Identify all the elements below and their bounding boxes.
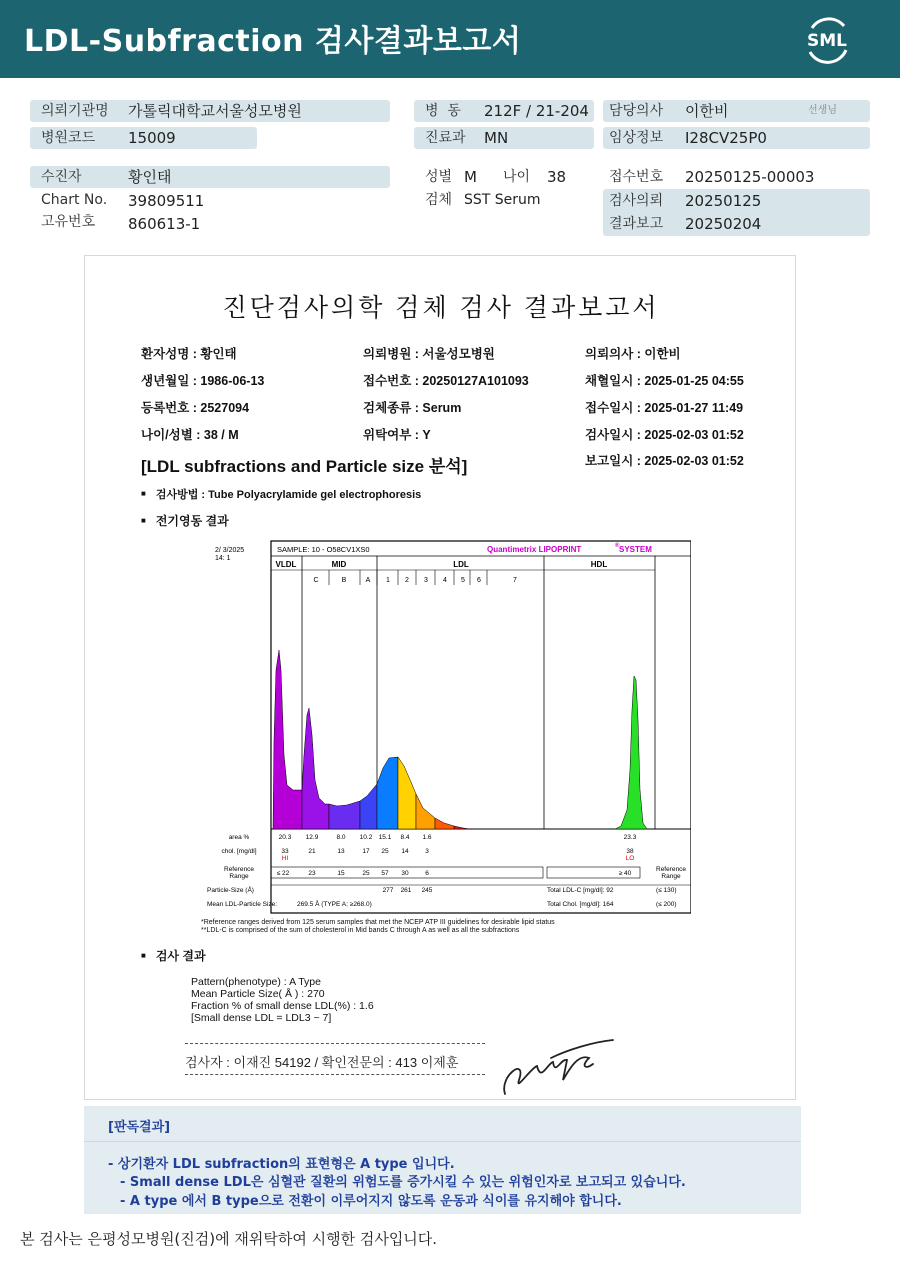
report-field: 검체종류 : Serum <box>363 401 462 415</box>
receipt-label: 접수번호 <box>609 169 664 185</box>
sex-value: M <box>464 168 477 186</box>
band-label-6: 6 <box>477 577 481 584</box>
area-value: 8.4 <box>400 834 410 841</box>
band-label-1: 1 <box>386 577 390 584</box>
doctor-value: 이한비 <box>685 102 729 120</box>
report-field: 위탁여부 : Y <box>363 428 431 442</box>
particle-size-value: 245 <box>421 887 433 894</box>
peak-B <box>329 801 360 829</box>
chol-value: 21 <box>308 848 316 855</box>
result-heading: ■ 검사 결과 <box>141 947 206 964</box>
result-line: [Small dense LDL = LDL3 ~ 7] <box>191 1012 332 1024</box>
result-line: Pattern(phenotype) : A Type <box>191 976 321 988</box>
institution-label: 의뢰기관명 <box>41 103 109 119</box>
band-label-C: C <box>313 577 319 584</box>
report-field: 검사일시 : 2025-02-03 01:52 <box>585 428 744 442</box>
id-value: 860613-1 <box>128 215 201 233</box>
patient-label: 수진자 <box>41 169 82 185</box>
chart-brand-mark: ® <box>615 543 620 549</box>
report-field: 환자성명 : 황인태 <box>141 347 237 361</box>
particle-size-value: 277 <box>382 887 394 894</box>
doctor-suffix: 선생님 <box>808 105 837 116</box>
request-label: 검사의뢰 <box>609 193 664 209</box>
reference-value: 23 <box>308 870 316 877</box>
judgement-line: - A type 에서 B type으로 전환이 이루어지지 않도록 운동과 식이를 유지해야 합니다. <box>120 1194 622 1209</box>
signature-text: 검사자 : 이재진 54192 / 확인전문의 : 413 이제훈 <box>185 1055 459 1070</box>
chart-sample: SAMPLE: 10 - O58CV1XS0 <box>277 545 370 554</box>
total-chol-ref: (≤ 200) <box>656 901 677 908</box>
judgement-line: - 상기환자 LDL subfraction의 표현형은 A type 입니다. <box>108 1157 455 1172</box>
footer-note: 본 검사는 은평성모병원(진검)에 재위탁하여 시행한 검사입니다. <box>20 1230 438 1248</box>
chart-brand-system: SYSTEM <box>619 545 652 554</box>
group-label-mid: MID <box>331 560 347 569</box>
reference-value: 15 <box>337 870 345 877</box>
report-field: 생년월일 : 1986-06-13 <box>141 374 265 388</box>
sml-logo-icon <box>802 14 852 64</box>
report-title: 진단검사의학 검체 검사 결과보고서 <box>222 294 660 322</box>
chol-value: 25 <box>381 848 389 855</box>
chart-brand: Quantimetrix LIPOPRINT <box>487 545 582 554</box>
report-label: 결과보고 <box>609 216 664 232</box>
ward-label: 병 동 <box>425 103 461 119</box>
page-title: LDL-Subfraction 검사결과보고서 <box>24 24 522 59</box>
area-value: 8.0 <box>336 834 346 841</box>
report-document <box>84 255 796 1100</box>
signature-rule-bottom <box>185 1074 485 1075</box>
mean-size-value: 269.5 Å (TYPE A; ≥268.0) <box>297 901 372 908</box>
request-value: 20250125 <box>685 192 762 210</box>
lipoprint-chart <box>201 540 691 915</box>
row-label-particle-size: Particle-Size (Å) <box>207 887 254 894</box>
row-label-chol: chol. [mg/dl] <box>221 848 257 855</box>
total-ldl-ref: (≤ 130) <box>656 887 677 894</box>
area-value: 10.2 <box>359 834 373 841</box>
ward-value: 212F / 21-204 <box>484 102 589 120</box>
chart-time: 14: 1 <box>215 555 231 562</box>
hospital-code-value: 15009 <box>128 129 176 147</box>
chol-value: 17 <box>362 848 370 855</box>
band-label-2: 2 <box>405 577 409 584</box>
judgement-line: - Small dense LDL은 심혈관 질환의 위험도를 증가시킬 수 있는 위험인자로 보고되고 있습니다. <box>120 1175 686 1190</box>
signature-rule-top <box>185 1043 485 1044</box>
report-field: 의뢰병원 : 서울성모병원 <box>363 347 495 361</box>
clinical-label: 임상정보 <box>609 130 664 146</box>
reference-value: 6 <box>425 870 429 877</box>
total-ldl-c: Total LDL-C [mg/dl]: 92 <box>547 887 614 894</box>
reference-value: 30 <box>401 870 409 877</box>
row-label-area: area % <box>228 834 250 841</box>
svg-text:SML: SML <box>807 31 847 51</box>
area-value: 20.3 <box>278 834 292 841</box>
hospital-code-label: 병원코드 <box>41 130 96 146</box>
electrophoresis-heading: ■ 전기영동 결과 <box>141 512 229 529</box>
chol-value: 38 <box>626 848 634 855</box>
reference-value: 57 <box>381 870 389 877</box>
band-label-5: 5 <box>461 577 465 584</box>
chart-date: 2/ 3/2025 <box>215 547 245 554</box>
row-label-mean-size: Mean LDL-Particle Size: <box>207 901 278 908</box>
specimen-label: 검체 <box>425 192 453 208</box>
judgement-title: [판독결과] <box>108 1120 171 1135</box>
age-label: 나이 <box>503 169 531 185</box>
report-field: 등록번호 : 2527094 <box>141 401 250 415</box>
patient-value: 황인태 <box>128 168 172 186</box>
judgement-panel <box>84 1106 801 1214</box>
handwritten-signature <box>497 1036 617 1100</box>
institution-value: 가톨릭대학교서울성모병원 <box>128 102 302 120</box>
band-label-B: B <box>341 577 347 584</box>
sex-label: 성별 <box>425 169 453 185</box>
report-field: 의뢰의사 : 이한비 <box>585 347 681 361</box>
receipt-value: 20250125-00003 <box>685 168 815 186</box>
report-field: 접수일시 : 2025-01-27 11:49 <box>585 401 744 415</box>
report-value: 20250204 <box>685 215 762 233</box>
chart-no-label: Chart No. <box>41 192 108 208</box>
report-time: 보고일시 : 2025-02-03 01:52 <box>585 454 744 468</box>
group-label-ldl: LDL <box>453 560 469 569</box>
chol-value: 33 <box>281 848 289 855</box>
group-label-hdl: HDL <box>590 560 608 569</box>
row-label-reference: Reference <box>224 866 254 873</box>
judgement-header <box>84 1106 801 1142</box>
row-label-reference-right: Reference <box>656 866 686 873</box>
band-label-7: 7 <box>513 577 517 584</box>
doctor-label: 담당의사 <box>609 103 664 119</box>
method-line: ■ 검사방법 : Tube Polyacrylamide gel electrophoresis <box>141 486 421 502</box>
report-field: 채혈일시 : 2025-01-25 04:55 <box>585 374 744 388</box>
row-label-range-right: Range <box>661 873 681 880</box>
clinical-value: I28CV25P0 <box>685 129 767 147</box>
info-strip <box>30 166 390 188</box>
row-label-range: Range <box>229 873 249 880</box>
chart-no-value: 39809511 <box>128 192 205 210</box>
flag-hi: HI <box>281 855 289 862</box>
result-line: Mean Particle Size( Å ) : 270 <box>191 988 325 1000</box>
reference-value: 25 <box>362 870 370 877</box>
group-label-vldl: VLDL <box>275 560 297 569</box>
analysis-section-title: [LDL subfractions and Particle size 분석] <box>141 457 468 476</box>
band-label-3: 3 <box>424 577 428 584</box>
footnote-1: *Reference ranges derived from 125 serum samples that met the NCEP ATP III guidelines for desirable lipid status <box>201 919 555 926</box>
area-value: 1.6 <box>422 834 432 841</box>
area-value: 23.3 <box>623 834 637 841</box>
header-bar <box>0 0 900 78</box>
footnote-2: **LDL-C is comprised of the sum of cholesterol in Mid bands C through A as well as all the subfractions <box>201 927 520 934</box>
report-field: 접수번호 : 20250127A101093 <box>363 374 529 388</box>
chol-value: 14 <box>401 848 409 855</box>
chol-value: 13 <box>337 848 345 855</box>
flag-lo: LO <box>625 855 635 862</box>
report-field: 나이/성별 : 38 / M <box>141 428 239 442</box>
chol-value: 3 <box>425 848 429 855</box>
id-label: 고유번호 <box>41 214 96 230</box>
area-value: 15.1 <box>378 834 392 841</box>
band-label-A: A <box>365 577 371 584</box>
particle-size-value: 261 <box>400 887 412 894</box>
area-value: 12.9 <box>305 834 319 841</box>
total-chol: Total Chol. [mg/dl]: 164 <box>547 901 614 908</box>
specimen-value: SST Serum <box>464 192 541 208</box>
department-label: 진료과 <box>425 130 466 146</box>
band-label-4: 4 <box>443 577 447 584</box>
reference-value: ≥ 40 <box>618 870 632 877</box>
reference-value: ≤ 22 <box>276 870 290 877</box>
department-value: MN <box>484 129 509 147</box>
age-value: 38 <box>547 168 567 186</box>
result-line: Fraction % of small dense LDL(%) : 1.6 <box>191 1000 374 1012</box>
